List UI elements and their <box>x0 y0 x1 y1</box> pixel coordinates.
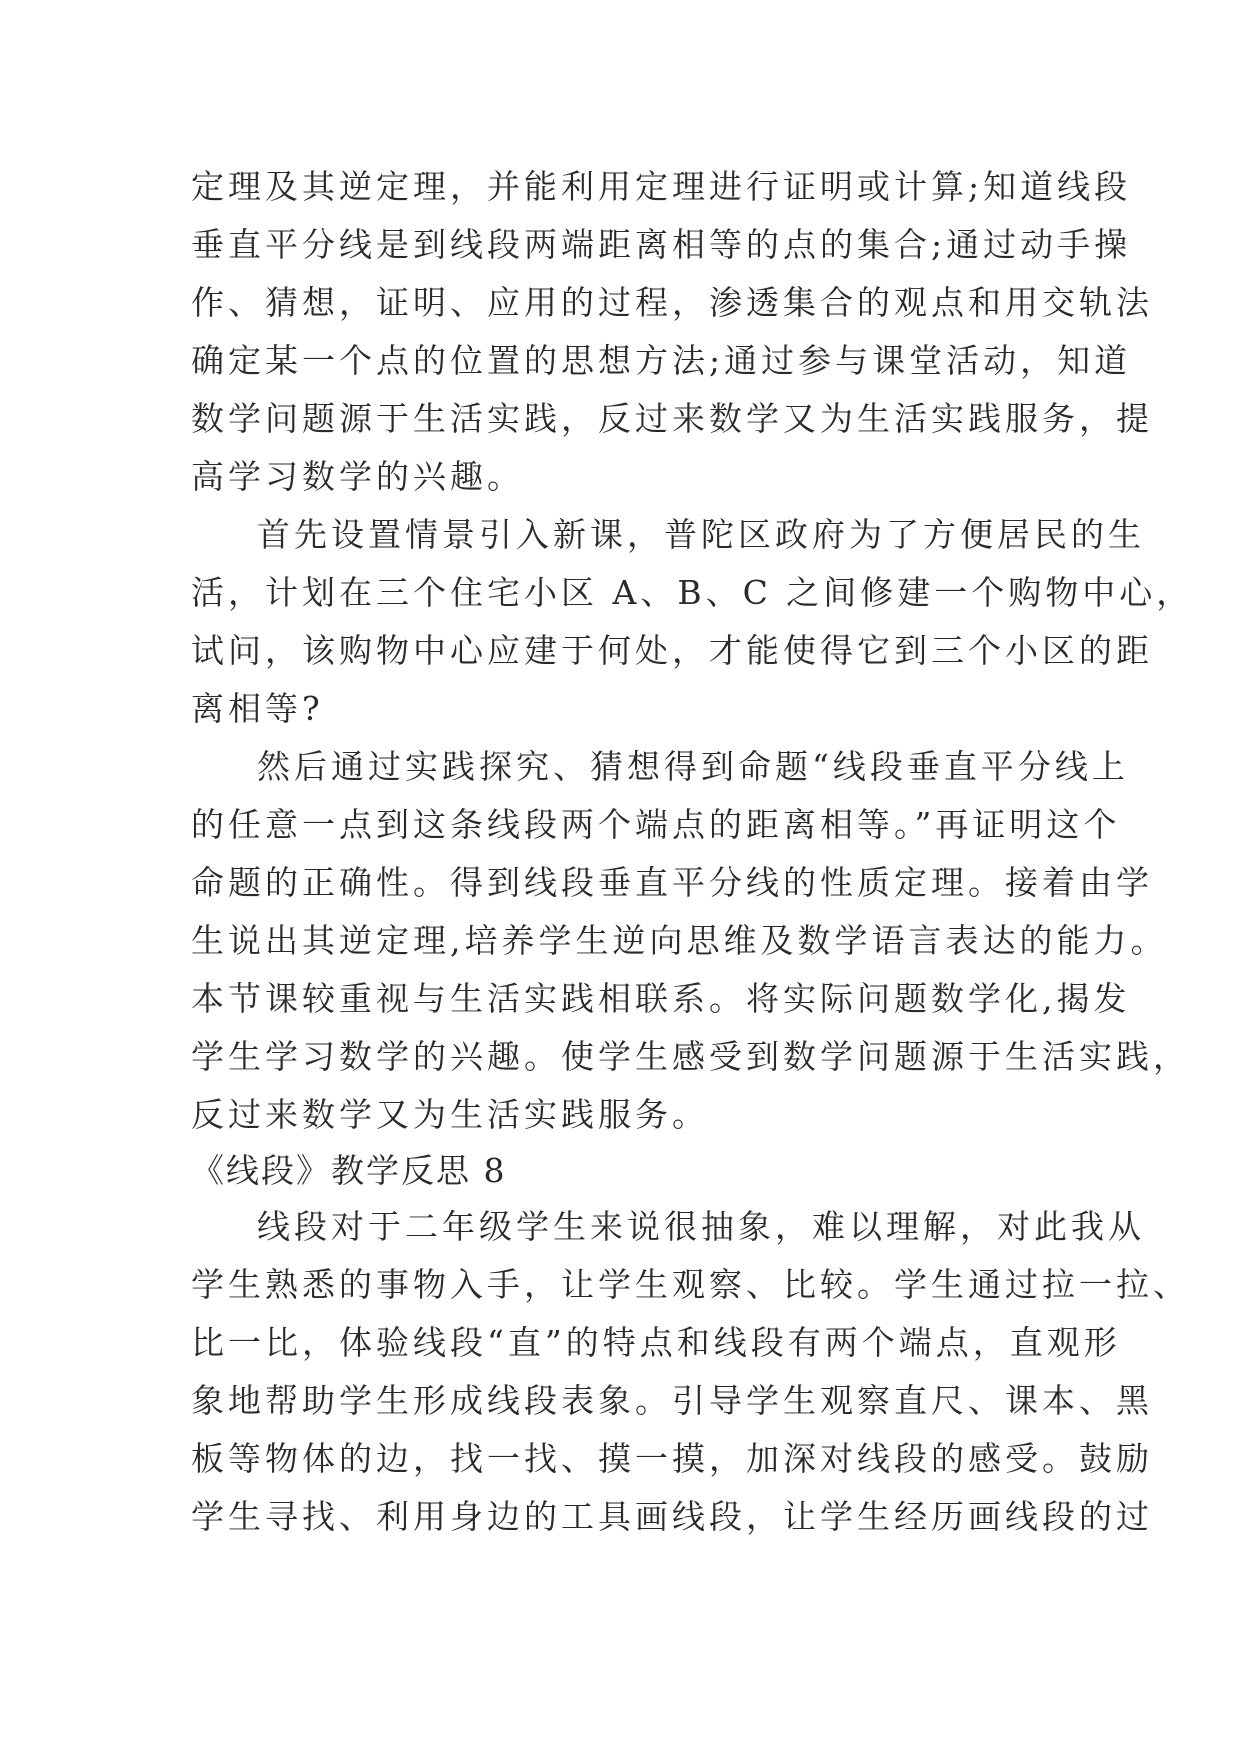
text-line: 比一比，体验线段“直”的特点和线段有两个端点，直观形 <box>191 1323 1121 1362</box>
text-line: 确定某一个点的位置的思想方法;通过参与课堂活动，知道 <box>191 341 1132 380</box>
text-line: 线段对于二年级学生来说很抽象，难以理解，对此我从 <box>257 1207 1145 1246</box>
text-line: 生说出其逆定理,培养学生逆向思维及数学语言表达的能力。 <box>191 921 1168 960</box>
text-line: 高学习数学的兴趣。 <box>191 457 524 496</box>
text-line: 数学问题源于生活实践，反过来数学又为生活实践服务，提 <box>191 399 1153 438</box>
text-line: 活，计划在三个住宅小区 A、B、C 之间修建一个购物中心， <box>191 573 1194 612</box>
text-line: 象地帮助学生形成线段表象。引导学生观察直尺、课本、黑 <box>191 1381 1153 1420</box>
text-line: 然后通过实践探究、猜想得到命题“线段垂直平分线上 <box>257 747 1129 786</box>
text-line: 作、猜想，证明、应用的过程，渗透集合的观点和用交轨法 <box>191 283 1153 322</box>
text-line: 本节课较重视与生活实践相联系。将实际问题数学化,揭发 <box>191 979 1131 1018</box>
text-line: 离相等? <box>191 689 324 728</box>
text-line: 板等物体的边，找一找、摸一摸，加深对线段的感受。鼓励 <box>191 1439 1153 1478</box>
text-line: 试问，该购物中心应建于何处，才能使得它到三个小区的距 <box>191 631 1153 670</box>
text-line: 学生学习数学的兴趣。使学生感受到数学问题源于生活实践， <box>191 1037 1190 1076</box>
text-line: 垂直平分线是到线段两端距离相等的点的集合;通过动手操 <box>191 225 1132 264</box>
section-heading: 《线段》教学反思 8 <box>191 1151 507 1190</box>
text-line: 学生熟悉的事物入手，让学生观察、比较。学生通过拉一拉、 <box>191 1265 1190 1304</box>
text-line: 命题的正确性。得到线段垂直平分线的性质定理。接着由学 <box>191 863 1153 902</box>
text-line: 反过来数学又为生活实践服务。 <box>191 1095 709 1134</box>
text-line: 定理及其逆定理，并能利用定理进行证明或计算;知道线段 <box>191 167 1132 206</box>
text-line: 的任意一点到这条线段两个端点的距离相等。”再证明这个 <box>191 805 1121 844</box>
text-line: 首先设置情景引入新课，普陀区政府为了方便居民的生 <box>257 515 1145 554</box>
text-line: 学生寻找、利用身边的工具画线段，让学生经历画线段的过 <box>191 1497 1153 1536</box>
